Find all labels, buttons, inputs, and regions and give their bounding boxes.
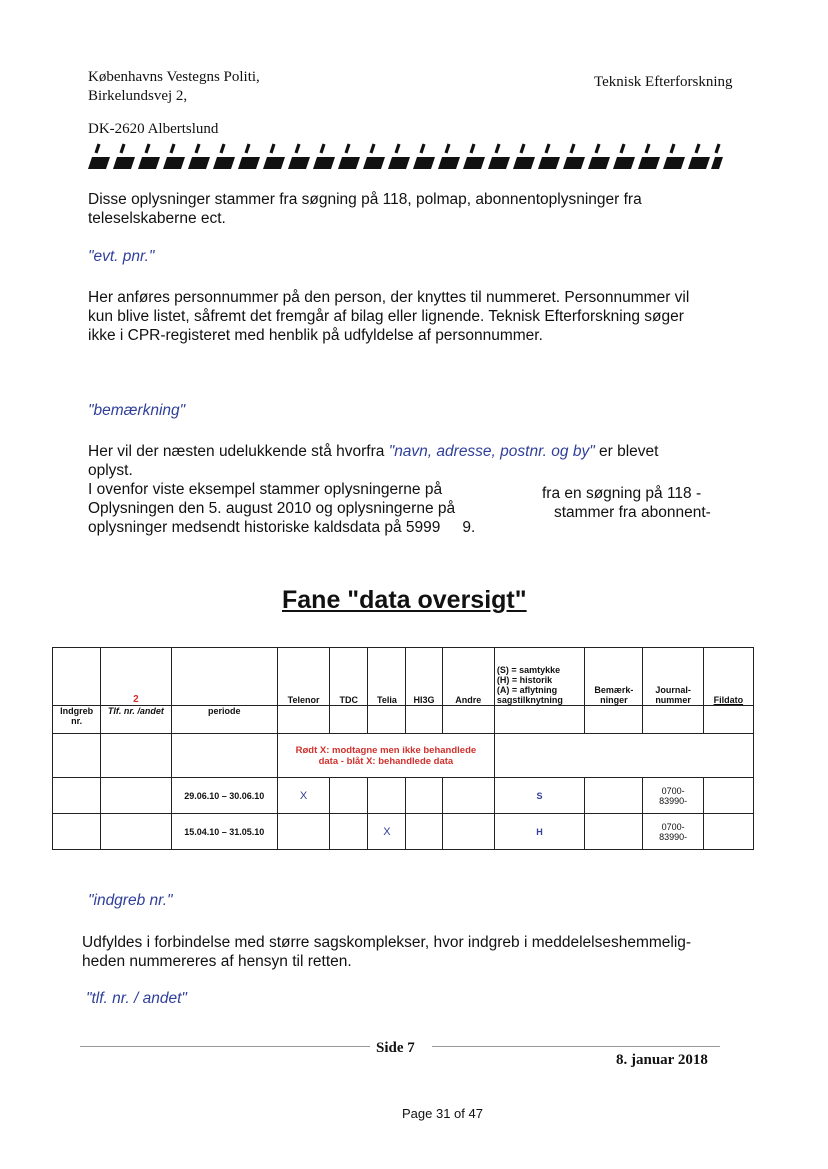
bemaerkning-line: oplyst.	[88, 462, 133, 479]
section-title: Fane "data oversigt"	[282, 586, 527, 614]
org-name: Københavns Vestegns Politi,	[88, 69, 260, 85]
evt-pnr-line: Her anføres personnummer på den person, der knyttes til nummeret. Personnummer vil	[88, 289, 690, 306]
journal-cell	[643, 778, 703, 814]
indgreb-header: Indgreb nr.	[53, 706, 101, 734]
andre-header: Andre	[442, 648, 494, 706]
table-cell	[494, 734, 753, 778]
example-text: oplysninger medsendt historiske kaldsdata på 5999	[88, 519, 441, 536]
sender-address	[88, 68, 260, 106]
table-cell	[643, 706, 703, 734]
hi3g-header: HI3G	[406, 648, 442, 706]
table-cell	[53, 814, 101, 850]
example-line: Oplysningen den 5. august 2010 og oplysningerne på	[88, 500, 456, 517]
table-cell	[406, 814, 442, 850]
fildato-header: Fildato	[703, 648, 753, 706]
table-cell	[406, 706, 442, 734]
color-legend-note	[277, 734, 494, 778]
table-cell	[703, 706, 753, 734]
table-cell	[368, 778, 406, 814]
redaction-slashes	[96, 144, 719, 153]
journal-line: 0700-	[661, 785, 685, 796]
bemaerkning-paragraph	[88, 442, 768, 480]
table-cell	[442, 706, 494, 734]
table-cell	[171, 734, 277, 778]
table-cell	[330, 814, 368, 850]
journal-line: 0700-	[661, 821, 685, 832]
table-cell	[406, 778, 442, 814]
legend-line: (S) = samtykke	[496, 665, 561, 675]
example-line: fra en søgning på 118 -	[542, 485, 702, 502]
bemaerkning-quote: "navn, adresse, postnr. og by"	[388, 443, 595, 460]
footer-rule-right	[432, 1046, 720, 1047]
intro-line: Disse oplysninger stammer fra søgning på 118, polmap, abonnentoplysninger fra	[88, 191, 642, 208]
example-line: stammer fra abonnent-	[554, 504, 711, 521]
telenor-mark: X	[277, 778, 329, 814]
bemaerkning-text: Her vil der næsten udelukkende stå hvorfra	[88, 443, 389, 460]
journal-line: 83990-	[659, 795, 688, 806]
table-cell	[101, 778, 171, 814]
table-cell	[53, 648, 101, 706]
table-header-row	[53, 648, 754, 706]
telia-mark: X	[368, 814, 406, 850]
tdc-header: TDC	[330, 648, 368, 706]
example-text: 9.	[462, 519, 476, 536]
postal-line: DK-2620 Albertslund	[88, 121, 219, 137]
legend-line: (A) = aflytning	[496, 685, 558, 695]
table-cell	[330, 778, 368, 814]
bemaerkninger-header: Bemærk-ninger	[585, 648, 643, 706]
side-number: Side 7	[376, 1040, 415, 1056]
periode-header: periode	[171, 706, 277, 734]
table-cell	[171, 648, 277, 706]
code-cell: S	[494, 778, 584, 814]
example-right-column	[542, 484, 742, 522]
indgreb-heading: "indgreb nr."	[88, 892, 173, 909]
street-address: Birkelundsvej 2,	[88, 88, 188, 104]
table-cell	[53, 734, 101, 778]
example-left-column	[88, 480, 488, 537]
journal-line: 83990-	[659, 831, 688, 842]
tlf-andet-heading: "tlf. nr. / andet"	[86, 990, 187, 1007]
redaction-bar	[86, 137, 724, 171]
table-cell	[53, 778, 101, 814]
example-line	[88, 518, 488, 537]
example-line: I ovenfor viste eksempel stammer oplysningerne på	[88, 481, 443, 498]
note-red: Rødt X: modtagne men ikke behandlede	[295, 744, 477, 756]
table-subheader-row	[53, 706, 754, 734]
redaction-blocks	[88, 157, 723, 169]
page-indicator: Page 31 of 47	[402, 1106, 483, 1121]
indgreb-paragraph	[82, 933, 782, 971]
periode-cell: 15.04.10 – 31.05.10	[171, 814, 277, 850]
bemaerkning-text: er blevet	[594, 443, 659, 460]
tlf-column-number: 2	[101, 648, 171, 706]
tlf-header: Tlf. nr. /andet	[101, 706, 171, 734]
table-row	[53, 814, 754, 850]
note-blue: data - blåt X: behandlede data	[318, 755, 454, 767]
legend-line: (H) = historik	[496, 675, 553, 685]
data-overview-table	[52, 647, 754, 850]
table-cell	[585, 814, 643, 850]
legend-header	[494, 648, 584, 706]
journal-cell	[643, 814, 703, 850]
department-name: Teknisk Efterforskning	[594, 74, 733, 90]
evt-pnr-line: kun blive listet, såfremt det fremgår af bilag eller lignende. Teknisk Efterforskning søger	[88, 308, 684, 325]
table-cell	[442, 814, 494, 850]
telia-header: Telia	[368, 648, 406, 706]
table-cell	[494, 706, 584, 734]
footer-date: 8. januar 2018	[616, 1052, 708, 1068]
bemaerkning-line	[88, 442, 768, 461]
table-cell	[585, 778, 643, 814]
telenor-header: Telenor	[277, 648, 329, 706]
table-row	[53, 778, 754, 814]
table-cell	[442, 778, 494, 814]
table-cell	[703, 778, 753, 814]
table-cell	[330, 706, 368, 734]
table-cell	[277, 814, 329, 850]
table-note-row	[53, 734, 754, 778]
legend-line: sagstilknytning	[496, 695, 563, 705]
table-cell	[277, 706, 329, 734]
indgreb-line: Udfyldes i forbindelse med større sagskomplekser, hvor indgreb i meddelelseshemmelig-	[82, 934, 692, 951]
indgreb-line: heden nummereres af hensyn til retten.	[82, 953, 352, 970]
table-cell	[585, 706, 643, 734]
code-cell: H	[494, 814, 584, 850]
evt-pnr-heading: "evt. pnr."	[88, 248, 155, 265]
table-cell	[703, 814, 753, 850]
evt-pnr-line: ikke i CPR-registeret med henblik på udfyldelse af personnummer.	[88, 327, 543, 344]
evt-pnr-paragraph	[88, 288, 768, 345]
table-cell	[101, 814, 171, 850]
table-cell	[101, 734, 171, 778]
footer-rule-left	[80, 1046, 370, 1047]
journalnummer-header: Journal-nummer	[643, 648, 703, 706]
bemaerkning-heading: "bemærkning"	[88, 402, 186, 419]
periode-cell: 29.06.10 – 30.06.10	[171, 778, 277, 814]
table-cell	[368, 706, 406, 734]
intro-line: teleselskaberne ect.	[88, 210, 226, 227]
intro-paragraph	[88, 190, 748, 228]
